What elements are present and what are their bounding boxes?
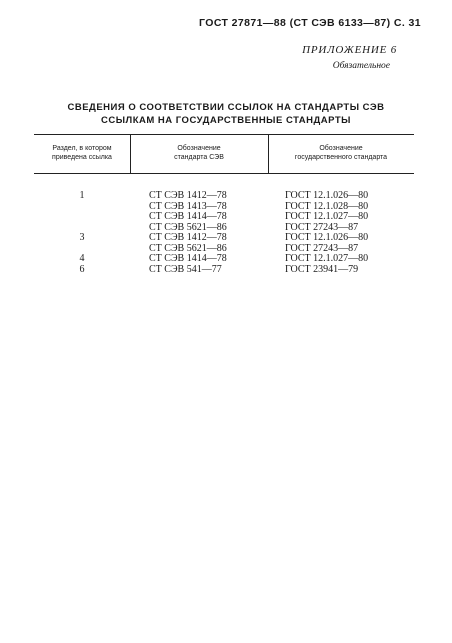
gost-standard-cell: ГОСТ 12.1.026—80 [285, 232, 369, 243]
gost-standard-cell: ГОСТ 27243—87 [285, 221, 359, 233]
column-header-sev [130, 144, 268, 162]
section-cell: 1 [79, 190, 85, 201]
gost-standard-cell: ГОСТ 23941—79 [285, 263, 359, 275]
sev-standard-cell: СТ СЭВ 541—77 [149, 263, 222, 275]
sev-standard-cell: СТ СЭВ 5621—86 [149, 242, 227, 254]
sev-standard-cell: СТ СЭВ 1414—78 [149, 211, 227, 222]
section-cell: 3 [79, 232, 85, 243]
gost-standard-cell: ГОСТ 12.1.027—80 [285, 253, 369, 264]
gost-standard-cell: ГОСТ 12.1.026—80 [285, 190, 369, 201]
reference-table [34, 134, 414, 275]
sev-standard-cell: СТ СЭВ 1412—78 [149, 190, 227, 201]
gost-standard-cell: ГОСТ 27243—87 [285, 242, 359, 254]
sev-standard-cell: СТ СЭВ 1412—78 [149, 232, 227, 243]
table-body [34, 191, 414, 275]
gost-standard-cell: ГОСТ 12.1.028—80 [285, 200, 369, 212]
table-row [34, 265, 414, 276]
column-header-gost-line-1: Обозначение [319, 145, 363, 152]
table-row [34, 212, 414, 223]
sev-standard-cell: СТ СЭВ 5621—86 [149, 221, 227, 233]
title-line-1: СВЕДЕНИЯ О СООТВЕТСТВИИ ССЫЛОК НА СТАНДАРТЫ СЭВ [67, 102, 385, 113]
sev-standard-cell: СТ СЭВ 1414—78 [149, 253, 227, 264]
column-header-gost [268, 144, 414, 162]
column-header-section [34, 144, 130, 162]
table-row [34, 233, 414, 244]
section-cell: 6 [79, 263, 85, 275]
title-line-2: ССЫЛКАМ НА ГОСУДАРСТВЕННЫЕ СТАНДАРТЫ [101, 115, 351, 126]
document-title [0, 101, 452, 127]
sev-standard-cell: СТ СЭВ 1413—78 [149, 200, 227, 212]
page-header: ГОСТ 27871—88 (СТ СЭВ 6133—87) С. 31 [199, 17, 421, 29]
appendix-label: ПРИЛОЖЕНИЕ 6 [302, 44, 397, 56]
table-row [34, 191, 414, 202]
column-header-sev-line-2: стандарта СЭВ [174, 154, 224, 161]
appendix-status: Обязательное [332, 61, 390, 71]
column-header-section-line-1: Раздел, в котором [52, 145, 112, 152]
gost-standard-cell: ГОСТ 12.1.027—80 [285, 211, 369, 222]
column-header-section-line-2: приведена ссылка [52, 154, 112, 161]
column-header-gost-line-2: государственного стандарта [294, 154, 388, 161]
table-header [34, 134, 414, 174]
table-row [34, 254, 414, 265]
section-cell: 4 [79, 253, 85, 264]
column-header-sev-line-1: Обозначение [177, 145, 221, 152]
